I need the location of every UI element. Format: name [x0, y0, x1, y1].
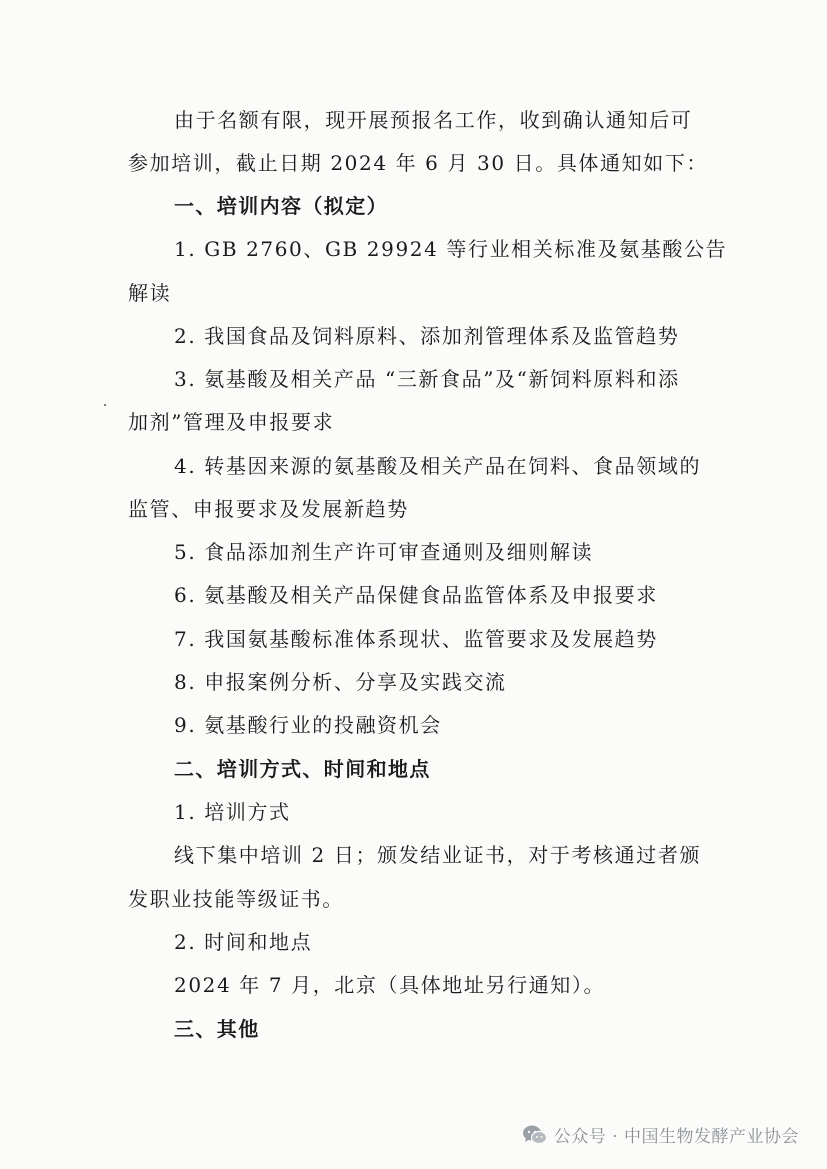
paragraph-line: 2024 年 7 月，北京（具体地址另行通知）。: [174, 973, 606, 997]
section-heading: 一、培训内容（拟定）: [174, 194, 388, 218]
subsection-heading: 2. 时间和地点: [174, 930, 313, 954]
paragraph-line: 发职业技能等级证书。: [128, 887, 344, 911]
list-item-line: 2. 我国食品及饲料原料、添加剂管理体系及监管趋势: [174, 324, 680, 348]
scan-speck: [104, 404, 106, 406]
list-item-line: 4. 转基因来源的氨基酸及相关产品在饲料、食品领域的: [174, 454, 702, 478]
paragraph-line: 由于名额有限，现开展预报名工作，收到确认通知后可: [174, 108, 693, 132]
list-item-line: 9. 氨基酸行业的投融资机会: [174, 713, 442, 737]
wechat-icon: [522, 1124, 548, 1146]
subsection-heading: 1. 培训方式: [174, 800, 291, 824]
list-item-line: 监管、申报要求及发展新趋势: [128, 497, 409, 521]
watermark: [522, 1122, 799, 1147]
list-item-line: 8. 申报案例分析、分享及实践交流: [174, 670, 507, 694]
paragraph-line: 线下集中培训 2 日；颁发结业证书，对于考核通过者颁: [174, 843, 702, 867]
list-item-line: 3. 氨基酸及相关产品 “三新食品”及“新饲料原料和添: [174, 367, 680, 391]
list-item-line: 解读: [128, 281, 172, 305]
section-heading: 二、培训方式、时间和地点: [174, 757, 431, 781]
list-item-line: 6. 氨基酸及相关产品保健食品监管体系及申报要求: [174, 583, 658, 607]
list-item-line: 5. 食品添加剂生产许可审查通则及细则解读: [174, 540, 594, 564]
list-item-line: 加剂”管理及申报要求: [128, 410, 335, 434]
section-heading: 三、其他: [174, 1017, 260, 1041]
paragraph-line: 参加培训，截止日期 2024 年 6 月 30 日。具体通知如下：: [128, 151, 709, 175]
list-item-line: 7. 我国氨基酸标准体系现状、监管要求及发展趋势: [174, 627, 658, 651]
watermark-text: 公众号 · 中国生物发酵产业协会: [553, 1127, 799, 1147]
list-item-line: 1. GB 2760、GB 29924 等行业相关标准及氨基酸公告: [174, 237, 728, 261]
